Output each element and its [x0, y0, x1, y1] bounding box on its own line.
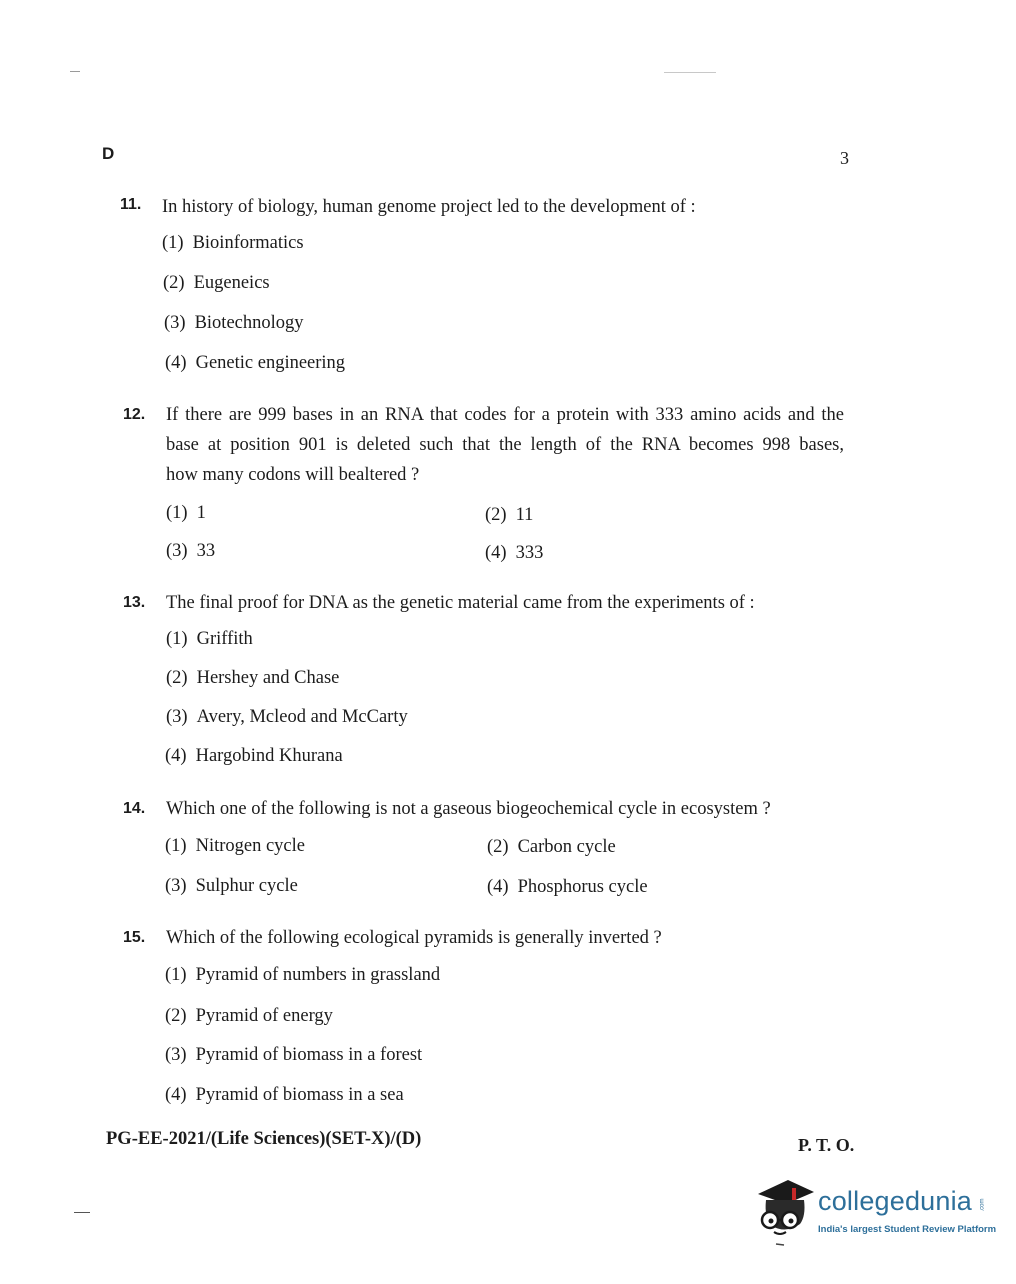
- question-line: Which of the following ecological pyramids is generally inverted ?: [166, 928, 662, 948]
- option-number: (2): [165, 1006, 187, 1026]
- option: [165, 1006, 333, 1027]
- option: [164, 313, 304, 334]
- option: [487, 877, 648, 898]
- question-number: 14.: [123, 800, 146, 817]
- question-text: [166, 923, 662, 953]
- option-number: (1): [165, 836, 187, 856]
- question-text: [166, 400, 844, 490]
- question-number: 13.: [123, 594, 146, 611]
- option: [487, 837, 616, 858]
- brand-suffix: .com: [979, 1198, 986, 1212]
- option-number: (3): [165, 1045, 187, 1065]
- option: [162, 233, 304, 254]
- option-number: (2): [166, 668, 188, 688]
- scan-mark: [70, 71, 80, 72]
- pto-label: P. T. O.: [798, 1135, 855, 1155]
- brand-name: collegedunia: [818, 1186, 973, 1216]
- question-number: 12.: [123, 406, 146, 423]
- question-text: [166, 794, 771, 824]
- option: [165, 876, 298, 897]
- option: [165, 1045, 422, 1066]
- option: [166, 707, 408, 728]
- option-text: Pyramid of biomass in a forest: [195, 1045, 423, 1065]
- scan-mark: [664, 72, 716, 73]
- option-number: (4): [165, 1085, 187, 1105]
- option-text: 333: [515, 543, 544, 563]
- option: [166, 668, 339, 689]
- option: [165, 353, 345, 374]
- option-text: Griffith: [196, 629, 253, 649]
- option-text: Avery, Mcleod and McCarty: [196, 707, 408, 727]
- question-number: 11.: [120, 196, 142, 213]
- option-number: (4): [485, 543, 507, 563]
- question-line: The final proof for DNA as the genetic material came from the experiments of :: [166, 593, 755, 613]
- option-number: (4): [165, 746, 187, 766]
- question-line: If there are 999 bases in an RNA that codes for a protein with 333 amino acids and the: [166, 405, 844, 425]
- question-line: base at position 901 is deleted such that the length of the RNA becomes 998 bases,: [166, 435, 844, 455]
- option-number: (4): [487, 877, 509, 897]
- option-text: 1: [196, 503, 206, 523]
- brand-tagline: India's largest Student Review Platform: [818, 1224, 997, 1235]
- collegedunia-logo: [752, 1174, 997, 1250]
- option-text: Bioinformatics: [192, 233, 304, 253]
- option-number: (1): [166, 503, 188, 523]
- option-number: (3): [166, 707, 188, 727]
- option-number: (3): [165, 876, 187, 896]
- question-line: Which one of the following is not a gaseous biogeochemical cycle in ecosystem ?: [166, 799, 771, 819]
- option: [165, 1085, 404, 1106]
- option-text: 11: [515, 505, 534, 525]
- option: [166, 629, 253, 650]
- question-line: In history of biology, human genome project led to the development of :: [162, 197, 696, 217]
- option-number: (1): [165, 965, 187, 985]
- option-text: Hargobind Khurana: [195, 746, 343, 766]
- option-number: (3): [166, 541, 188, 561]
- option: [166, 503, 206, 524]
- option-text: Pyramid of energy: [195, 1006, 333, 1026]
- option: [165, 965, 440, 986]
- option: [165, 746, 343, 767]
- option-text: Pyramid of numbers in grassland: [195, 965, 441, 985]
- option-text: Pyramid of biomass in a sea: [195, 1085, 404, 1105]
- option-number: (4): [165, 353, 187, 373]
- mascot-icon: [752, 1174, 818, 1250]
- option-text: Biotechnology: [194, 313, 304, 333]
- option-number: (1): [166, 629, 188, 649]
- option: [166, 541, 215, 562]
- option-number: (1): [162, 233, 184, 253]
- option: [485, 543, 543, 564]
- option-text: Phosphorus cycle: [517, 877, 648, 897]
- option: [163, 273, 270, 294]
- question-number: 15.: [123, 929, 146, 946]
- option-text: Eugeneics: [193, 273, 270, 293]
- page-number: 3: [840, 148, 849, 168]
- option-text: Genetic engineering: [195, 353, 346, 373]
- set-letter: D: [102, 144, 115, 163]
- option-text: Hershey and Chase: [196, 668, 340, 688]
- option-number: (2): [485, 505, 507, 525]
- option-text: Sulphur cycle: [195, 876, 298, 896]
- scan-mark: [74, 1212, 90, 1213]
- option-number: (3): [164, 313, 186, 333]
- question-text: [162, 192, 696, 222]
- option-number: (2): [163, 273, 185, 293]
- option: [485, 505, 533, 526]
- option-text: Nitrogen cycle: [195, 836, 305, 856]
- question-line: how many codons will bealtered ?: [166, 465, 420, 485]
- option: [165, 836, 305, 857]
- option-text: Carbon cycle: [517, 837, 616, 857]
- question-text: [166, 588, 755, 618]
- paper-code: PG-EE-2021/(Life Sciences)(SET-X)/(D): [106, 1129, 422, 1149]
- option-number: (2): [487, 837, 509, 857]
- option-text: 33: [196, 541, 216, 561]
